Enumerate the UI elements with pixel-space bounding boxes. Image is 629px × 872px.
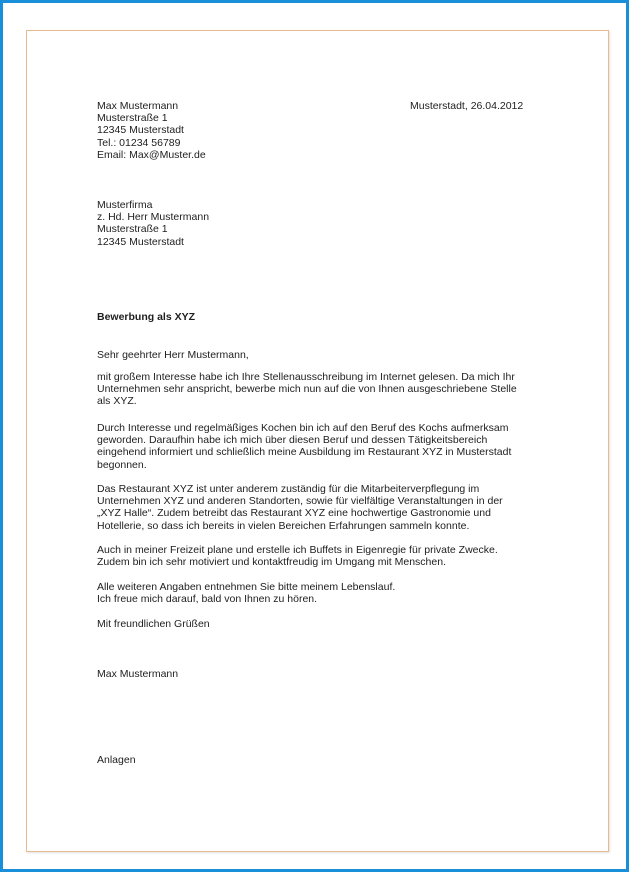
paragraph-line: eingehend informiert und schließlich meine Ausbildung im Restaurant XYZ in Musterstadt [97, 446, 512, 459]
subject-line: Bewerbung als XYZ [97, 311, 196, 323]
body-paragraph [97, 422, 511, 471]
letter-page [26, 30, 609, 852]
body-paragraph [97, 581, 395, 605]
recipient-company: Musterfirma [97, 199, 153, 211]
paragraph-line: begonnen. [97, 458, 147, 471]
paragraph-line: mit großem Interesse habe ich Ihre Stellenausschreibung im Internet gelesen. Da mich Ihr [97, 371, 515, 383]
sender-street: Musterstraße 1 [97, 112, 168, 125]
paragraph-line: als XYZ. [97, 395, 137, 408]
paragraph-line: Zudem bin ich sehr motiviert und kontaktfreudig im Umgang mit Menschen. [97, 556, 446, 569]
salutation: Sehr geehrter Herr Mustermann, [97, 349, 249, 361]
paragraph-line: Auch in meiner Freizeit plane und erstelle ich Buffets in Eigenregie für private Zwecke. [97, 544, 498, 556]
paragraph-line: Durch Interesse und regelmäßiges Kochen bin ich auf den Beruf des Kochs aufmerksam [97, 422, 509, 434]
recipient-city: 12345 Musterstadt [97, 235, 184, 248]
paragraph-line: Alle weiteren Angaben entnehmen Sie bitte meinem Lebenslauf. [97, 581, 396, 593]
body-paragraph [97, 544, 498, 568]
paragraph-line: geworden. Daraufhin habe ich mich über diesen Beruf und dessen Tätigkeitsbereich [97, 434, 488, 447]
place-date: Musterstadt, 26.04.2012 [410, 100, 524, 112]
sender-email: Email: Max@Muster.de [97, 148, 206, 161]
paragraph-line: „XYZ Halle“. Zudem betreibt das Restaurant XYZ eine hochwertige Gastronomie und [97, 507, 491, 520]
sender-name: Max Mustermann [97, 100, 179, 112]
paragraph-line: Das Restaurant XYZ ist unter anderem zuständig für die Mitarbeiterverpflegung im [97, 483, 480, 495]
paragraph-line: Unternehmen sehr anspricht, bewerbe mich nun auf die von Ihnen ausgeschriebene Stelle [97, 383, 517, 396]
sender-city: 12345 Musterstadt [97, 124, 184, 137]
paragraph-line: Hotellerie, so dass ich bereits in vielen Bereichen Erfahrungen sammeln konnte. [97, 519, 470, 532]
enclosure-label: Anlagen [97, 754, 136, 766]
recipient-street: Musterstraße 1 [97, 223, 168, 236]
recipient-block [97, 199, 209, 248]
closing: Mit freundlichen Grüßen [97, 618, 210, 630]
paragraph-line: Unternehmen XYZ und anderen Standorten, sowie für vielfältige Veranstaltungen in der [97, 495, 503, 508]
paragraph-line: Ich freue mich darauf, bald von Ihnen zu hören. [97, 593, 318, 606]
signature-name: Max Mustermann [97, 668, 179, 680]
recipient-attn: z. Hd. Herr Mustermann [97, 211, 210, 224]
body-paragraph [97, 483, 503, 532]
sender-block [97, 100, 206, 161]
sender-phone: Tel.: 01234 56789 [97, 136, 181, 149]
body-paragraph [97, 371, 517, 408]
